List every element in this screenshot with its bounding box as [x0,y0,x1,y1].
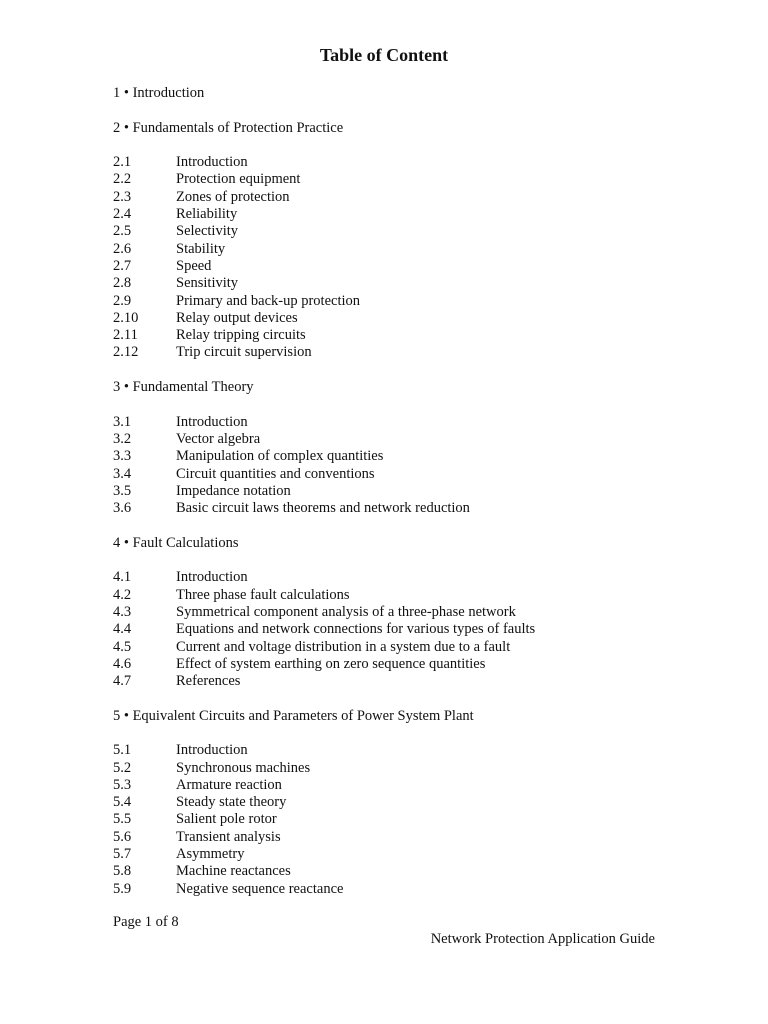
section-number: 5.9 [113,880,132,897]
section-title: References [176,673,241,690]
toc-section-row [113,327,713,344]
table-of-contents [113,85,713,915]
toc-section-row [113,794,713,811]
section-title: Basic circuit laws theorems and network reduction [176,500,470,517]
spacer [113,898,713,915]
section-number: 5.3 [113,776,132,793]
section-title: Manipulation of complex quantities [176,448,384,465]
section-title: Vector algebra [176,430,261,447]
spacer [113,725,713,742]
section-number: 3.3 [113,448,132,465]
section-number: 2.9 [113,292,132,309]
toc-chapter [113,379,713,535]
section-number: 4.2 [113,586,132,603]
toc-section-row [113,777,713,794]
spacer [113,552,713,569]
footer-document-title: Network Protection Application Guide [430,931,655,947]
section-title: Asymmetry [176,846,245,863]
section-number: 4.4 [113,621,132,638]
toc-section-row [113,448,713,465]
section-title: Stability [176,240,226,257]
toc-section-row [113,742,713,759]
section-title: Introduction [176,154,248,171]
section-title: Steady state theory [176,794,287,811]
toc-section-row [113,673,713,690]
toc-section-row [113,604,713,621]
section-number: 4.6 [113,655,132,672]
toc-chapter [113,85,713,120]
toc-section-row [113,483,713,500]
section-number: 3.2 [113,430,132,447]
section-title: Synchronous machines [176,759,311,776]
toc-chapter [113,535,713,708]
section-title: Introduction [176,742,248,759]
spacer [113,517,713,534]
toc-section-row [113,189,713,206]
spacer [113,362,713,379]
toc-section-row [113,621,713,638]
toc-section-row [113,587,713,604]
chapter-heading: 3 • Fundamental Theory [113,379,254,396]
toc-section-row [113,154,713,171]
section-title: Speed [176,257,212,274]
toc-section-row [113,811,713,828]
section-title: Circuit quantities and conventions [176,465,375,482]
section-number: 2.2 [113,171,132,188]
toc-section-row [113,310,713,327]
section-title: Sensitivity [176,275,239,292]
toc-section-row [113,881,713,898]
toc-section-row [113,569,713,586]
section-number: 5.1 [113,742,132,759]
section-title: Symmetrical component analysis of a three-phase network [176,603,516,620]
toc-chapter [113,708,713,916]
section-title: Relay tripping circuits [176,327,306,344]
section-title: Effect of system earthing on zero sequence quantities [176,655,486,672]
toc-section-row [113,656,713,673]
chapter-heading: 4 • Fault Calculations [113,534,239,551]
section-title: Relay output devices [176,309,298,326]
section-number: 3.6 [113,500,132,517]
section-title: Impedance notation [176,482,291,499]
section-number: 4.5 [113,638,132,655]
section-number: 3.4 [113,465,132,482]
toc-section-row [113,206,713,223]
section-number: 4.3 [113,603,132,620]
spacer [113,137,713,154]
toc-section-row [113,258,713,275]
section-number: 2.12 [113,344,139,361]
page-title: Table of Content [319,45,449,65]
section-title: Machine reactances [176,863,291,880]
section-title: Protection equipment [176,171,301,188]
toc-section-row [113,639,713,656]
section-number: 2.3 [113,188,132,205]
section-number: 2.6 [113,240,132,257]
spacer [113,690,713,707]
section-number: 5.2 [113,759,132,776]
section-title: Salient pole rotor [176,811,277,828]
spacer [113,396,713,413]
section-title: Equations and network connections for various types of faults [176,621,536,638]
section-number: 2.11 [113,327,138,344]
section-title: Armature reaction [176,776,282,793]
page-number: Page 1 of 8 [113,914,179,930]
section-number: 2.1 [113,154,132,171]
chapter-heading: 5 • Equivalent Circuits and Parameters of Power System Plant [113,707,474,724]
section-number: 5.7 [113,846,132,863]
section-number: 5.8 [113,863,132,880]
section-number: 5.5 [113,811,132,828]
toc-section-row [113,241,713,258]
section-number: 3.1 [113,413,132,430]
section-number: 2.4 [113,206,132,223]
toc-section-row [113,500,713,517]
section-number: 2.8 [113,275,132,292]
toc-section-row [113,760,713,777]
section-number: 2.5 [113,223,132,240]
section-number: 3.5 [113,482,132,499]
spacer [113,102,713,119]
section-number: 2.10 [113,309,139,326]
section-title: Introduction [176,569,248,586]
toc-section-row [113,846,713,863]
toc-section-row [113,275,713,292]
section-number: 5.6 [113,828,132,845]
section-title: Negative sequence reactance [176,880,344,897]
section-number: 4.7 [113,673,132,690]
section-title: Primary and back-up protection [176,292,361,309]
toc-section-row [113,171,713,188]
toc-section-row [113,223,713,240]
toc-section-row [113,466,713,483]
section-number: 4.1 [113,569,132,586]
toc-section-row [113,293,713,310]
toc-section-row [113,829,713,846]
section-title: Zones of protection [176,188,290,205]
section-title: Trip circuit supervision [176,344,312,361]
toc-section-row [113,344,713,361]
section-number: 2.7 [113,257,132,274]
toc-section-row [113,431,713,448]
section-number: 5.4 [113,794,132,811]
chapter-heading: 1 • Introduction [113,85,205,101]
toc-section-row [113,414,713,431]
toc-section-row [113,863,713,880]
chapter-heading: 2 • Fundamentals of Protection Practice [113,119,344,136]
section-title: Three phase fault calculations [176,586,350,603]
toc-chapter [113,120,713,379]
section-title: Reliability [176,206,238,223]
section-title: Transient analysis [176,828,281,845]
section-title: Current and voltage distribution in a system due to a fault [176,638,511,655]
section-title: Introduction [176,413,248,430]
section-title: Selectivity [176,223,239,240]
